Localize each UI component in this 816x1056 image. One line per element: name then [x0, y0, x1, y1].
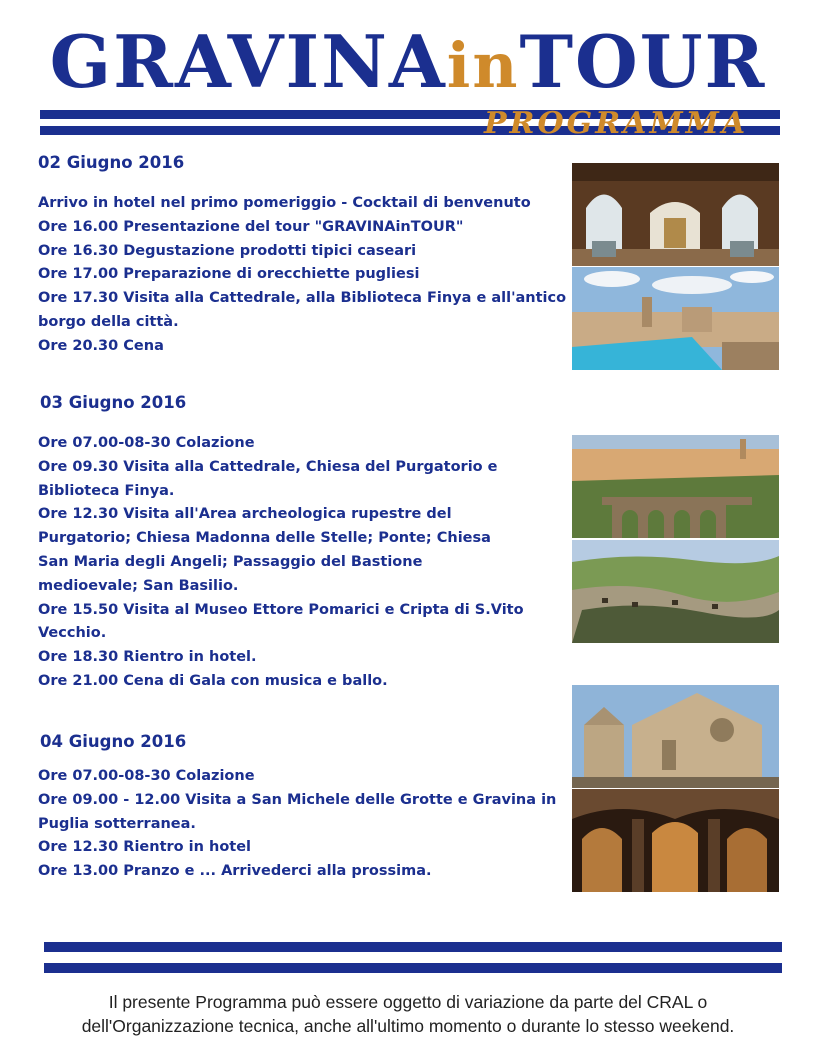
title-part-gravina: GRAVINA [49, 19, 447, 104]
day-title-2: 03 Giugno 2016 [40, 393, 187, 412]
title-part-tour: TOUR [519, 19, 767, 104]
list-item: Ore 07.00-08-30 Colazione [38, 768, 255, 784]
list-item: Ore 13.00 Pranzo e ... Arrivederci alla prossima. [38, 863, 432, 880]
footer-line-1: Il presente Programma può essere oggetto di variazione da parte del CRAL o [108, 992, 708, 1012]
footer-note [0, 990, 816, 1038]
list-item: Ore 16.00 Presentazione del tour "GRAVINAinTOUR" [38, 218, 464, 235]
list-item: Ore 17.30 Visita alla Cattedrale, alla Biblioteca Finya e all'antico [38, 290, 567, 307]
list-item: Ore 16.30 Degustazione prodotti tipici caseari [38, 242, 417, 259]
list-item: medioevale; San Basilio. [38, 577, 239, 594]
list-item: Ore 09.30 Visita alla Cattedrale, Chiesa del Purgatorio e [38, 458, 498, 475]
list-item: Ore 12.30 Visita all'Area archeologica rupestre del [38, 506, 452, 523]
list-item: Ore 12.30 Rientro in hotel [38, 839, 252, 856]
list-item: Purgatorio; Chiesa Madonna delle Stelle; Ponte; Chiesa [38, 530, 491, 547]
list-item: borgo della città. [38, 313, 179, 330]
underground-cave-photo [572, 789, 779, 892]
footer-rule-top [44, 942, 782, 952]
footer-rule-bottom [44, 963, 782, 973]
cathedral-photo [572, 685, 779, 788]
title-part-in: in [446, 29, 520, 102]
list-item: Ore 09.00 - 12.00 Visita a San Michele delle Grotte e Gravina in [38, 791, 557, 808]
list-item: Puglia sotterranea. [38, 815, 196, 832]
list-item: Ore 17.00 Preparazione di orecchiette pugliesi [38, 266, 420, 283]
day-2-list [38, 432, 524, 694]
rooftop-pool-photo [572, 267, 779, 370]
page-title [0, 19, 816, 106]
subtitle: PROGRAMMA [484, 106, 749, 141]
day-title-1: 02 Giugno 2016 [38, 153, 185, 172]
list-item: Ore 18.30 Rientro in hotel. [38, 649, 257, 666]
list-item: Vecchio. [38, 625, 107, 642]
list-item: Biblioteca Finya. [38, 482, 175, 499]
list-item: San Maria degli Angeli; Passaggio del Bastione [38, 553, 423, 570]
aqueduct-bridge-photo [572, 435, 779, 538]
day-1-list [38, 192, 566, 359]
footer-line-2: dell'Organizzazione tecnica, anche all'ultimo momento o durante lo stesso weekend. [81, 1016, 735, 1036]
day-title-3: 04 Giugno 2016 [40, 732, 187, 751]
list-item: Ore 07.00-08-30 Colazione [38, 435, 255, 451]
list-item: Arrivo in hotel nel primo pomeriggio - Cocktail di benvenuto [38, 195, 531, 211]
hotel-interior-photo [572, 163, 779, 266]
list-item: Ore 21.00 Cena di Gala con musica e ballo. [38, 672, 388, 689]
list-item: Ore 20.30 Cena [38, 337, 164, 354]
ravine-landscape-photo [572, 540, 779, 643]
list-item: Ore 15.50 Visita al Museo Ettore Pomarici e Cripta di S.Vito [38, 601, 524, 618]
day-3-list [38, 765, 556, 884]
